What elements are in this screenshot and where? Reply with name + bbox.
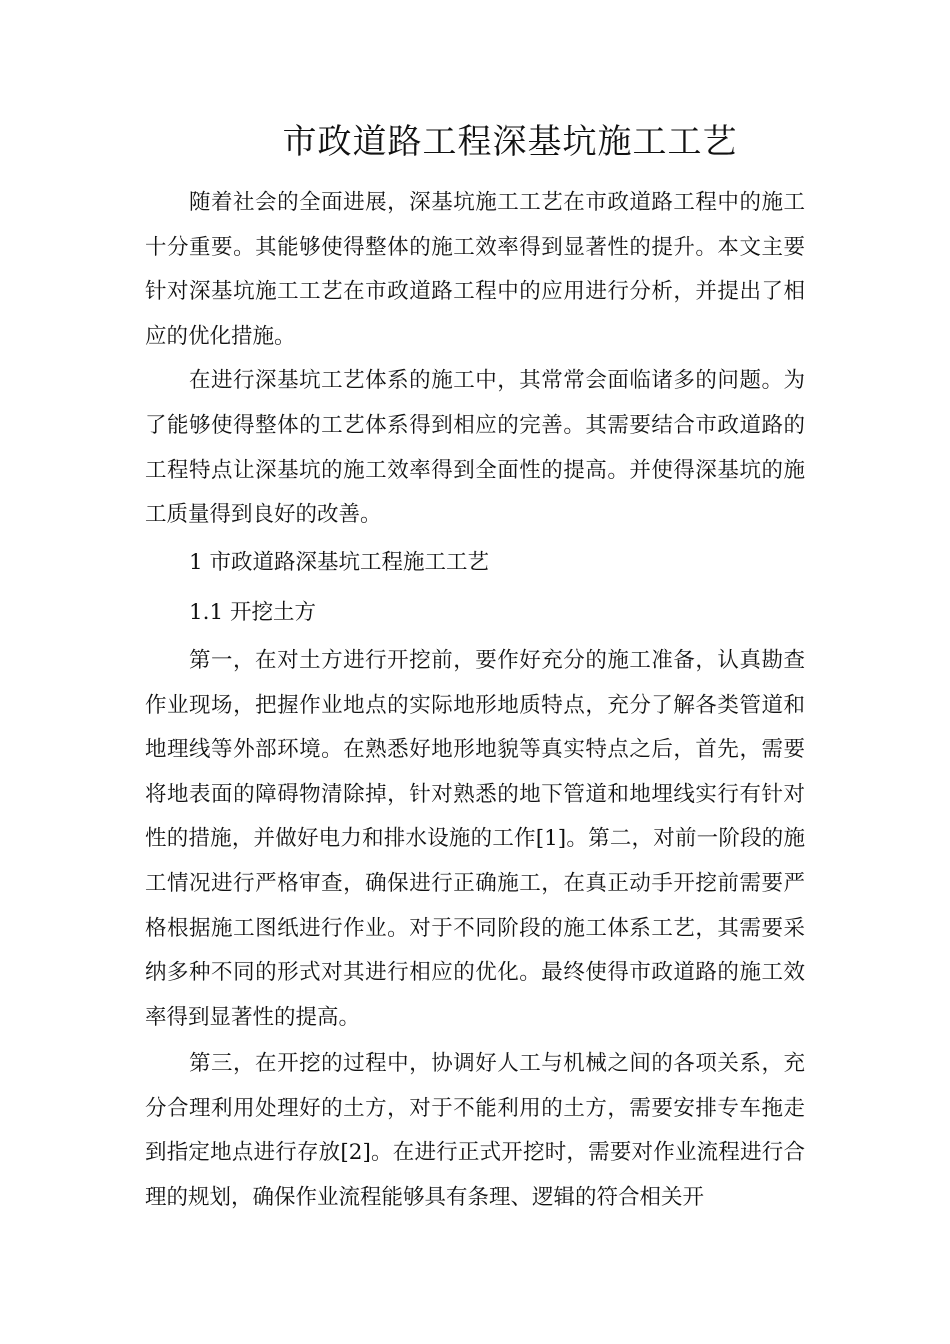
section-heading: 1 市政道路深基坑工程施工工艺 bbox=[189, 549, 490, 575]
intro-paragraph-2: 在进行深基坑工艺体系的施工中，其常常会面临诸多的问题。为了能够使得整体的工艺体系得到相应的完善。其需要结合市政道路的工程特点让深基坑的施工效率得到全面性的提高。并使得深基坑的施工质量得到良好的改善。 bbox=[145, 368, 805, 528]
subsection-heading: 1.1 开挖土方 bbox=[189, 600, 317, 626]
document-body bbox=[145, 181, 805, 1221]
intro-paragraph-1: 随着社会的全面进展，深基坑施工工艺在市政道路工程中的施工十分重要。其能够使得整体的施工效率得到显著性的提升。本文主要针对深基坑施工工艺在市政道路工程中的应用进行分析，并提出了相应的优化措施。 bbox=[145, 190, 805, 349]
section-paragraph-1: 第一，在对土方进行开挖前，要作好充分的施工准备，认真勘查作业现场，把握作业地点的实际地形地质特点，充分了解各类管道和地理线等外部环境。在熟悉好地形地貌等真实特点之后，首先，需要将地表面的障碍物清除掉，针对熟悉的地下管道和地埋线实行有针对性的措施，并做好电力和排水设施的工作[1]。第二，对前一阶段的施工情况进行严格审查，确保进行正确施工，在真正动手开挖前需要严格根据施工图纸进行作业。对于不同阶段的施工体系工艺，其需要采纳多种不同的形式对其进行相应的优化。最终使得市政道路的施工效率得到显著性的提高。 bbox=[145, 647, 805, 1030]
document-title: 市政道路工程深基坑施工工艺 bbox=[282, 122, 738, 162]
section-paragraph-2: 第三，在开挖的过程中，协调好人工与机械之间的各项关系，充分合理利用处理好的土方，对于不能利用的土方，需要安排专车拖走到指定地点进行存放[2]。在进行正式开挖时，需要对作业流程进行合理的规划，确保作业流程能够具有条理、逻辑的符合相关开 bbox=[145, 1051, 805, 1211]
